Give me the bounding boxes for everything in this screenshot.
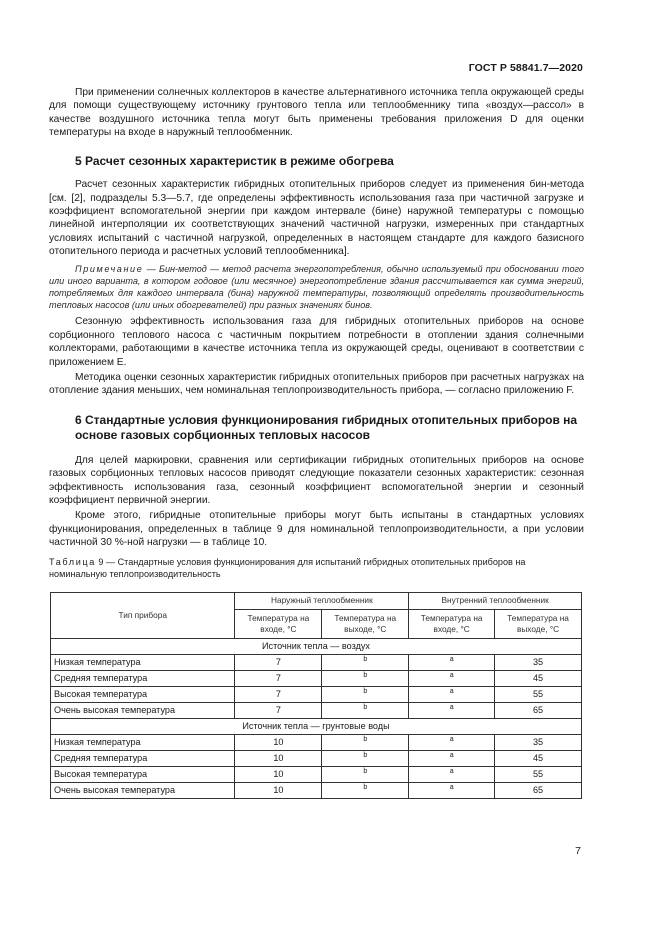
- device-type-cell: Высокая температура: [51, 766, 235, 782]
- section-5-paragraph-3: Методика оценки сезонных характеристик гибридных отопительных приборов при расчетных нагрузках на отопление здания меньших, чем номинальная теплопроизводительность прибора, — согласно приложению F.: [49, 372, 584, 397]
- col-header-outdoor-outlet: Температура на выходе, °С: [322, 609, 409, 638]
- indoor-outlet-cell: 65: [495, 782, 582, 798]
- section-5-note: [49, 263, 584, 312]
- outdoor-outlet-footnote: b: [322, 782, 409, 798]
- section-6-paragraph-2: Кроме этого, гибридные отопительные приборы могут быть испытаны в стандартных условиях функционирования, определенных в таблице 9 для номинальной теплопроизводительности, а при условии частичной 30 %-ной нагрузки — в таблице 10.: [49, 510, 584, 549]
- table-row: [51, 782, 582, 798]
- indoor-outlet-cell: 35: [495, 734, 582, 750]
- device-type-cell: Средняя температура: [51, 750, 235, 766]
- table-row: [51, 766, 582, 782]
- table-row: [51, 702, 582, 718]
- note-text: — Бин-метод — метод расчета энергопотребления, обычно используемый при обосновании того или иного варианта, в котором годовое (или месячное) энергопотребление здания рассчитывается как сумма энергий, потребляемых для каждого интервала (бина) наружной температуры, позволяющий определять производительность тепловых насосов (или иных обогревателей) при разных значениях бинов.: [49, 263, 584, 311]
- outdoor-inlet-cell: 10: [235, 782, 322, 798]
- outdoor-outlet-footnote: b: [322, 654, 409, 670]
- standard-header: ГОСТ Р 58841.7—2020: [468, 62, 583, 74]
- table-row: [51, 654, 582, 670]
- intro-paragraph: При применении солнечных коллекторов в качестве альтернативного источника тепла окружающей среды для помощи существующему источнику грунтового тепла или теплообменнику типа «воздух—рассол» в качестве воздушного источника тепла могут быть применены требования приложения D для оценки температуры на входе в наружный теплообменник.: [49, 87, 584, 139]
- outdoor-inlet-cell: 10: [235, 734, 322, 750]
- indoor-outlet-cell: 45: [495, 750, 582, 766]
- indoor-inlet-footnote: a: [409, 670, 495, 686]
- col-header-device-type: Тип прибора: [51, 592, 235, 638]
- outdoor-inlet-cell: 10: [235, 750, 322, 766]
- indoor-outlet-cell: 65: [495, 702, 582, 718]
- indoor-outlet-cell: 45: [495, 670, 582, 686]
- device-type-cell: Очень высокая температура: [51, 782, 235, 798]
- col-header-indoor-outlet: Температура на выходе, °С: [495, 609, 582, 638]
- col-header-indoor-inlet: Температура на входе, °С: [409, 609, 495, 638]
- outdoor-inlet-cell: 7: [235, 702, 322, 718]
- outdoor-inlet-cell: 7: [235, 670, 322, 686]
- device-type-cell: Средняя температура: [51, 670, 235, 686]
- device-type-cell: Высокая температура: [51, 686, 235, 702]
- outdoor-inlet-cell: 7: [235, 686, 322, 702]
- col-header-outdoor-inlet: Температура на входе, °С: [235, 609, 322, 638]
- device-type-cell: Низкая температура: [51, 734, 235, 750]
- indoor-inlet-footnote: a: [409, 766, 495, 782]
- page-number: 7: [575, 845, 581, 857]
- indoor-inlet-footnote: a: [409, 734, 495, 750]
- col-header-indoor-exchanger: Внутренний теплообменник: [409, 592, 582, 609]
- table-9-caption: [49, 556, 584, 580]
- note-label: Примечание: [75, 263, 144, 274]
- table-caption-label: Таблица: [49, 556, 96, 567]
- section-5-paragraph-2: Сезонную эффективность использования газа для гибридных отопительных приборов на основе сорбционного теплового насоса с частичным покрытием потребности в отоплении здания солнечными коллекторами, работающими в качестве источника тепла из окружающей среды, оценивают в соответствии с приложением Е.: [49, 316, 584, 368]
- outdoor-inlet-cell: 10: [235, 766, 322, 782]
- indoor-outlet-cell: 55: [495, 766, 582, 782]
- outdoor-outlet-footnote: b: [322, 686, 409, 702]
- indoor-inlet-footnote: a: [409, 654, 495, 670]
- indoor-outlet-cell: 55: [495, 686, 582, 702]
- col-header-outdoor-exchanger: Наружный теплообменник: [235, 592, 409, 609]
- outdoor-outlet-footnote: b: [322, 702, 409, 718]
- table-row: [51, 686, 582, 702]
- group-header-air: Источник тепла — воздух: [51, 638, 582, 654]
- outdoor-outlet-footnote: b: [322, 734, 409, 750]
- indoor-inlet-footnote: a: [409, 750, 495, 766]
- outdoor-outlet-footnote: b: [322, 670, 409, 686]
- table-row: [51, 750, 582, 766]
- indoor-inlet-footnote: a: [409, 782, 495, 798]
- group-header-groundwater: Источник тепла — грунтовые воды: [51, 718, 582, 734]
- table-row: [51, 670, 582, 686]
- section-6-paragraph-1: Для целей маркировки, сравнения или сертификации гибридных отопительных приборов на основе газовых сорбционных тепловых насосов приводят следующие показатели сезонных характеристик: сезонная эффективность использования газа, сезонный коэффициент вспомогательной энергии и сезонный коэффициент первичной энергии.: [49, 454, 584, 507]
- section-5-paragraph-1: Расчет сезонных характеристик гибридных отопительных приборов следует из применения бин-метода [см. [2], подразделы 5.3—5.7, где определены эффективность использования газа при частичной загрузке и коэффициент вспомогательной энергии при каждом интервале (бине) наружной температуры с помощью линейной интерполяции их соответствующих значений частичной нагрузки, измеренных при стандартных условиях испытаний с частичной нагрузкой, определенных в настоящем стандарте для каждого базисного отопительного периода и расчетных условий теплообменника].: [49, 179, 584, 258]
- outdoor-outlet-footnote: b: [322, 750, 409, 766]
- indoor-inlet-footnote: a: [409, 686, 495, 702]
- device-type-cell: Низкая температура: [51, 654, 235, 670]
- outdoor-outlet-footnote: b: [322, 766, 409, 782]
- table-9: [50, 592, 582, 799]
- indoor-inlet-footnote: a: [409, 702, 495, 718]
- section-6-title: 6 Стандартные условия функционирования гибридных отопительных приборов на основе газовых сорбционных тепловых насосов: [75, 412, 578, 443]
- indoor-outlet-cell: 35: [495, 654, 582, 670]
- device-type-cell: Очень высокая температура: [51, 702, 235, 718]
- page-content: [49, 86, 584, 799]
- outdoor-inlet-cell: 7: [235, 654, 322, 670]
- table-caption-text: 9 — Стандартные условия функционирования для испытаний гибридных отопительных приборов на номинальную теплопроизводительность: [49, 556, 526, 579]
- section-5-title: 5 Расчет сезонных характеристик в режиме обогрева: [75, 153, 394, 168]
- table-row: [51, 734, 582, 750]
